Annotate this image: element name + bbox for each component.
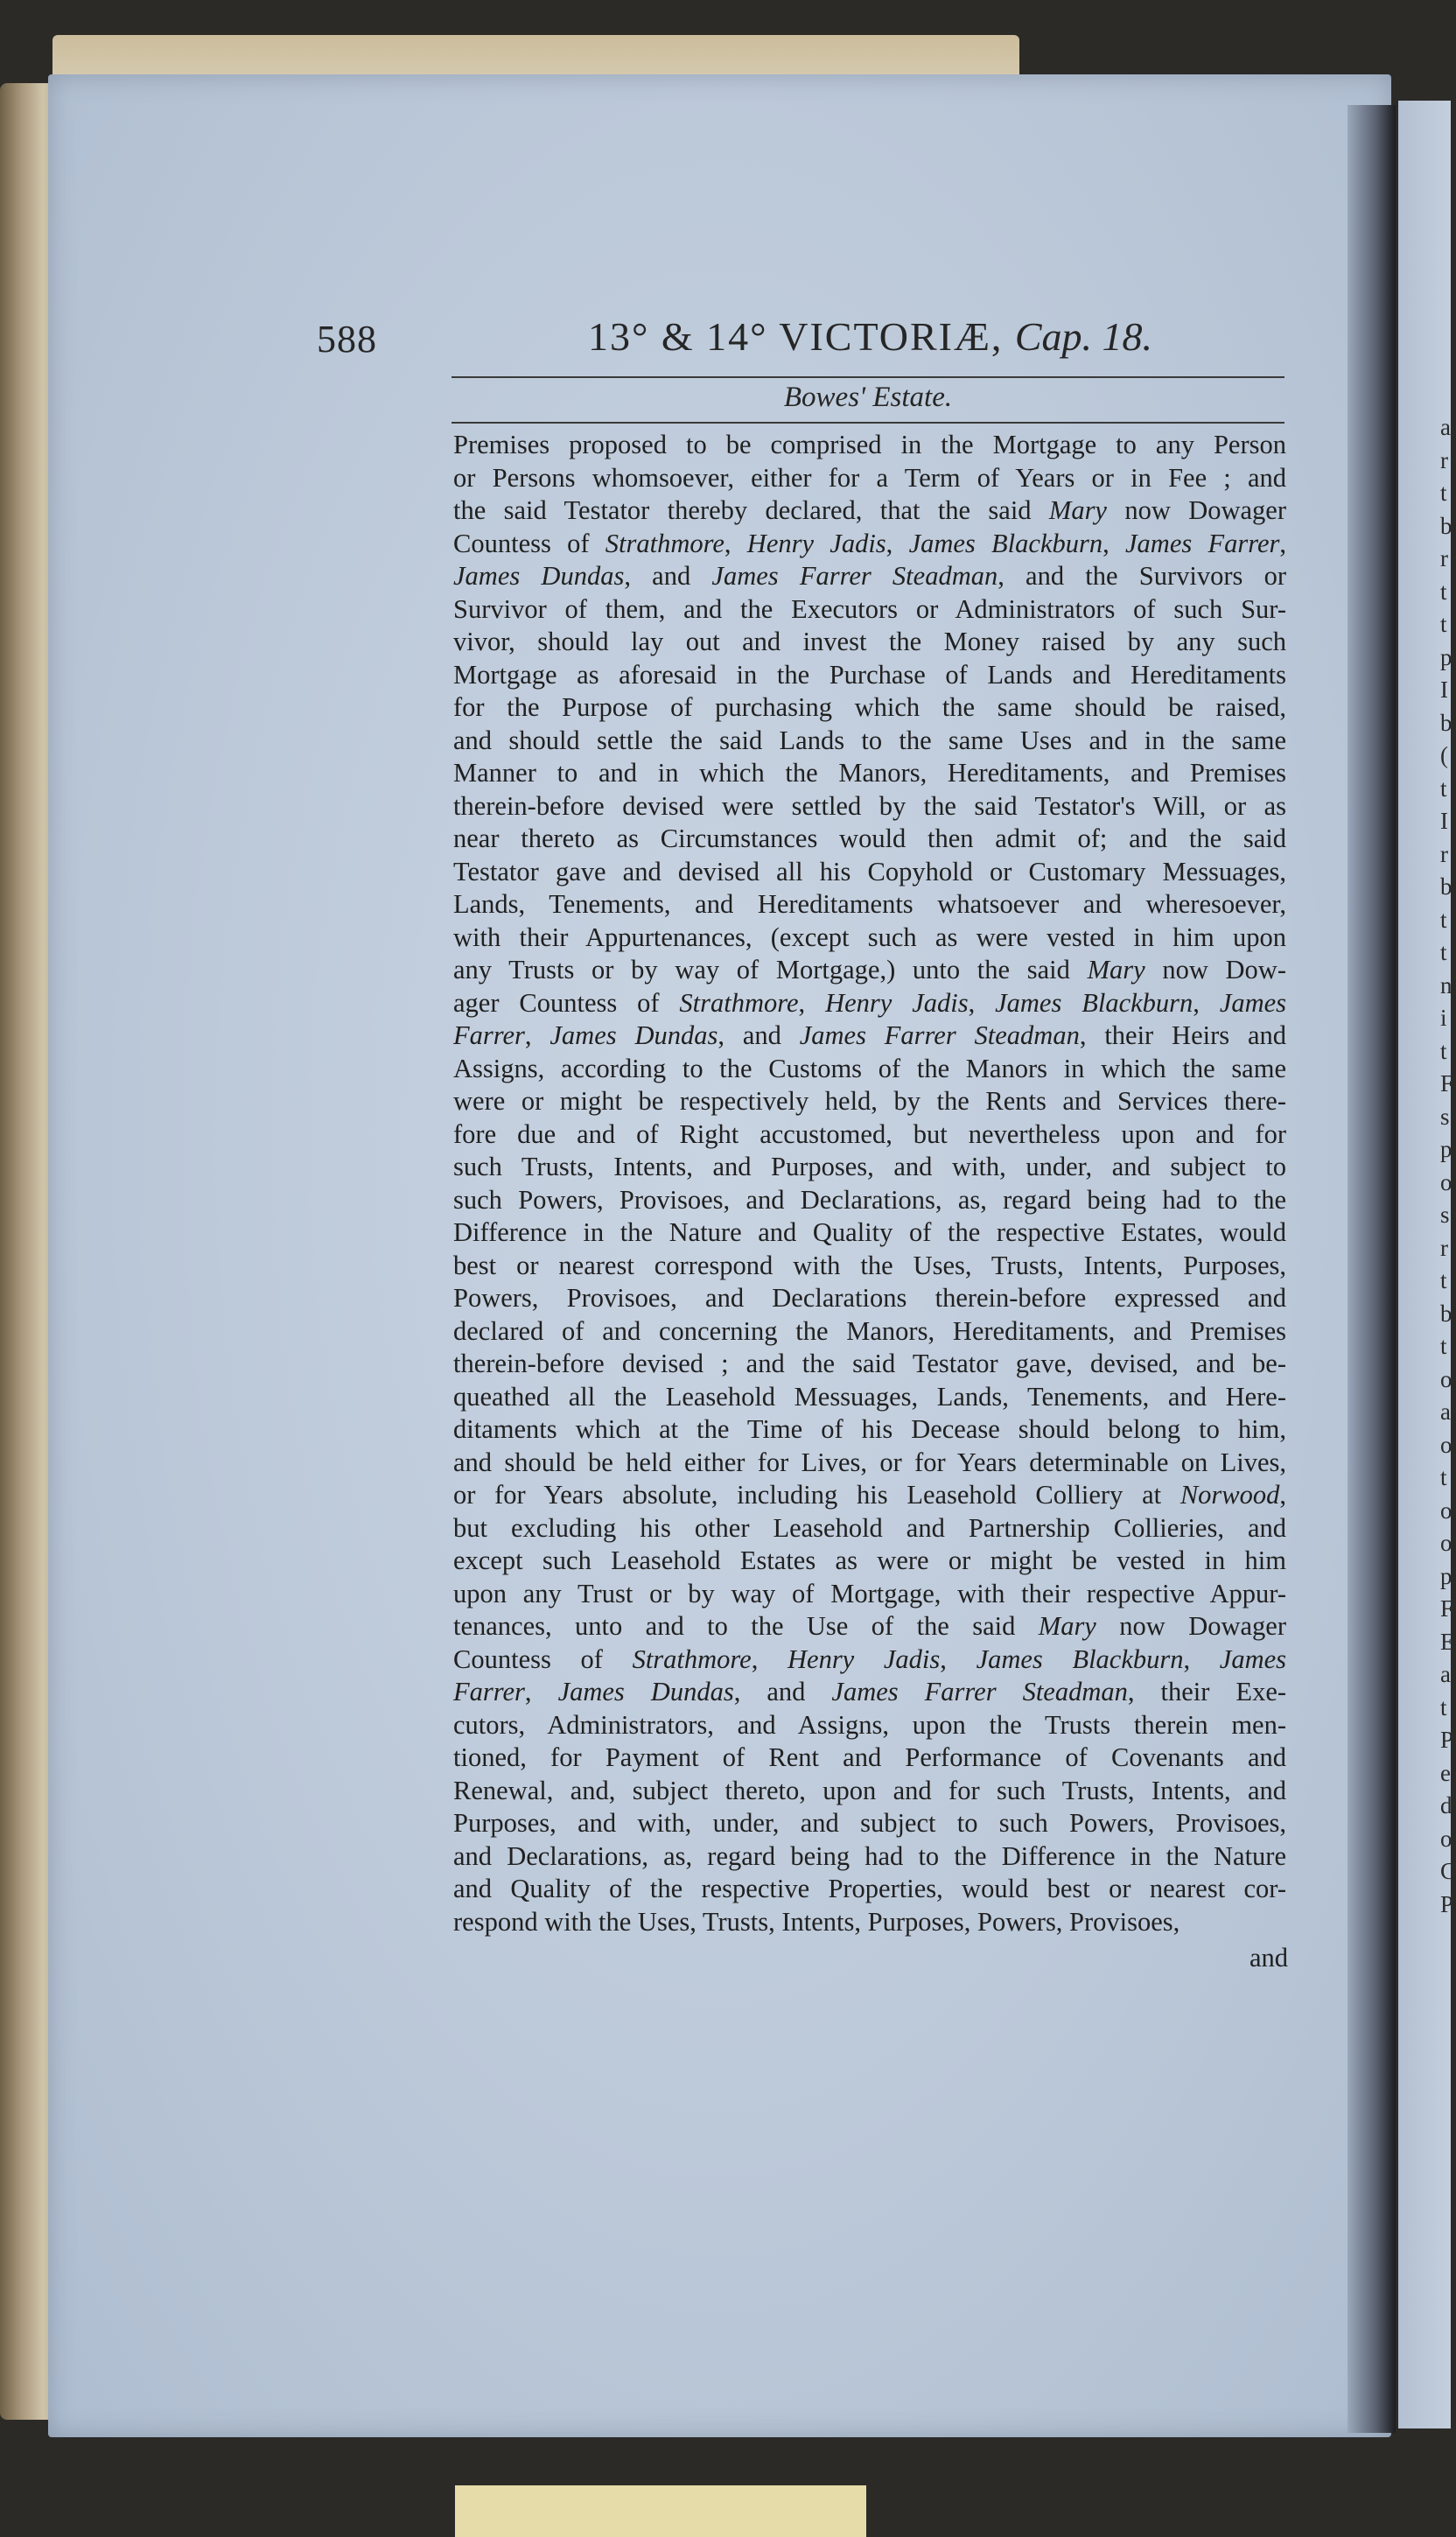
act-title: 13° & 14° VICTORIÆ, [588, 314, 1004, 359]
text-line: Difference in the Nature and Quality of the respective Estates, would [453, 1217, 1286, 1247]
text-line: ager Countess of Strathmore, Henry Jadis, James Blackburn, James [453, 987, 1287, 1018]
header-rule-top [452, 376, 1284, 378]
text-line: best or nearest correspond with the Uses, Trusts, Intents, Purposes, [453, 1250, 1286, 1280]
text-line: but excluding his other Leasehold and Partnership Collieries, and [453, 1512, 1286, 1543]
text-line: and Declarations, as, regard being had to the Difference in the Nature [453, 1840, 1286, 1871]
text-line: tioned, for Payment of Rent and Performance of Covenants and [453, 1742, 1286, 1772]
facing-letter: t [1440, 578, 1447, 605]
body-text [453, 429, 1286, 1938]
text-line: upon any Trust or by way of Mortgage, with their respective Appur- [453, 1578, 1286, 1608]
facing-letter: o [1440, 1168, 1452, 1195]
facing-letter: I [1440, 676, 1448, 703]
text-line: Assigns, according to the Customs of the Manors in which the same [453, 1053, 1286, 1083]
facing-letter: n [1440, 971, 1452, 999]
facing-letter: e [1440, 1759, 1451, 1786]
text-line: respond with the Uses, Trusts, Intents, Purposes, Powers, Provisoes, [453, 1906, 1180, 1937]
facing-letter: t [1440, 906, 1447, 933]
facing-letter: s [1440, 1103, 1450, 1130]
text-line: such Powers, Provisoes, and Declarations, as, regard being had to the [453, 1184, 1286, 1215]
text-line: such Trusts, Intents, and Purposes, and with, under, and subject to [453, 1152, 1286, 1181]
text-line: declared of and concerning the Manors, Hereditaments, and Premises [453, 1315, 1286, 1346]
text-line: ditaments which at the Time of his Decease should belong to him, [453, 1414, 1286, 1444]
facing-letter: I [1440, 808, 1448, 834]
facing-letter: C [1440, 1858, 1456, 1884]
text-line: for the Purpose of purchasing which the same should be raised, [453, 692, 1286, 722]
facing-letter: r [1440, 446, 1448, 473]
text-line: James Dundas, and James Farrer Steadman, and the Survivors or [453, 561, 1286, 591]
facing-letter: b [1440, 709, 1452, 736]
text-line: Manner to and in which the Manors, Hereditaments, and Premises [453, 758, 1286, 788]
text-line: near thereto as Circumstances would then admit of; and the said [453, 823, 1286, 853]
text-line: Renewal, and, subject thereto, upon and for such Trusts, Intents, and [453, 1775, 1286, 1805]
facing-letter: ( [1440, 742, 1448, 768]
text-line: with their Appurtenances, (except such as were vested in him upon [453, 922, 1286, 952]
facing-letter: p [1440, 643, 1452, 670]
facing-letter: o [1440, 1496, 1452, 1524]
text-line: Purposes, and with, under, and subject to such Powers, Provisoes, [453, 1808, 1286, 1838]
facing-letter: r [1440, 840, 1448, 867]
text-line: Countess of Strathmore, Henry Jadis, James Blackburn, James [453, 1643, 1287, 1674]
text-line: and Quality of the respective Properties, would best or nearest cor- [453, 1874, 1286, 1903]
facing-letter: r [1440, 1234, 1448, 1261]
catchword: and [1249, 1943, 1288, 1973]
facing-letter: F [1440, 1070, 1454, 1097]
text-line: and should settle the said Lands to the same Uses and in the same [453, 725, 1286, 755]
facing-letter: b [1440, 1300, 1452, 1327]
text-line: or for Years absolute, including his Leasehold Colliery at Norwood, [453, 1480, 1286, 1510]
text-line: Farrer, James Dundas, and James Farrer Steadman, their Exe- [453, 1677, 1287, 1707]
facing-letter: a [1440, 1398, 1451, 1425]
text-line: or Persons whomsoever, either for a Term of Years or in Fee ; and [453, 462, 1286, 493]
facing-letter: a [1440, 414, 1451, 440]
text-line: therein-before devised ; and the said Testator gave, devised, and be- [453, 1349, 1286, 1378]
facing-letter: P [1440, 1890, 1454, 1917]
running-head [588, 313, 1152, 360]
facing-letter: i [1440, 1005, 1447, 1031]
facing-letter: t [1440, 1693, 1447, 1721]
facing-letter: p [1440, 1562, 1452, 1589]
facing-letter: t [1440, 1037, 1447, 1064]
text-line: any Trusts or by way of Mortgage,) unto the said Mary now Dow- [453, 955, 1286, 985]
chapter-label: Cap. 18. [1014, 314, 1153, 359]
text-line: Powers, Provisoes, and Declarations therein-before expressed and [453, 1283, 1286, 1313]
facing-letter: o [1440, 1365, 1452, 1392]
facing-letter: p [1440, 1136, 1452, 1162]
facing-letter: F [1440, 1595, 1454, 1622]
text-line: vivor, should lay out and invest the Money raised by any such [453, 627, 1286, 656]
facing-letter: r [1440, 545, 1448, 571]
facing-letter: t [1440, 1267, 1447, 1293]
text-line: and should be held either for Lives, or for Years determinable on Lives, [453, 1447, 1286, 1477]
text-line: fore due and of Right accustomed, but nevertheless upon and for [453, 1118, 1286, 1149]
text-line: Mortgage as aforesaid in the Purchase of Lands and Hereditaments [453, 659, 1286, 690]
text-line: Lands, Tenements, and Hereditaments whatsoever and wheresoever, [453, 889, 1286, 919]
facing-letter: b [1440, 512, 1452, 539]
text-line: the said Testator thereby declared, that the said Mary now Dowager [453, 495, 1286, 525]
text-line: were or might be respectively held, by the Rents and Services there- [453, 1086, 1286, 1116]
text-line: Farrer, James Dundas, and James Farrer Steadman, their Heirs and [453, 1020, 1287, 1050]
facing-page-letters [1440, 411, 1454, 1921]
facing-letter: P [1440, 1727, 1454, 1753]
binding-gutter [1348, 105, 1396, 2433]
text-line: tenances, unto and to the Use of the said Mary now Dowager [453, 1611, 1286, 1641]
text-line: therein-before devised were settled by the said Testator's Will, or as [453, 790, 1286, 821]
page-number: 588 [317, 318, 377, 361]
facing-letter: t [1440, 480, 1447, 506]
facing-letter: o [1440, 1825, 1452, 1852]
header-rule-bottom [452, 422, 1284, 424]
facing-letter: d [1440, 1792, 1452, 1819]
section-title: Bowes' Estate. [783, 382, 953, 413]
facing-letter: t [1440, 611, 1447, 637]
facing-letter: o [1440, 1530, 1452, 1556]
text-line: cutors, Administrators, and Assigns, upon the Trusts therein men- [453, 1709, 1286, 1740]
facing-letter: t [1440, 939, 1447, 965]
facing-letter: b [1440, 873, 1452, 900]
facing-letter: o [1440, 1431, 1452, 1458]
text-line: Survivor of them, and the Executors or Administrators of such Sur- [453, 593, 1286, 624]
facing-letter: s [1440, 1202, 1450, 1228]
text-line: Testator gave and devised all his Copyhold or Customary Messuages, [453, 856, 1286, 887]
facing-letter: t [1440, 1333, 1447, 1359]
bookmark-tab [455, 2485, 866, 2537]
text-line: except such Leasehold Estates as were or might be vested in him [453, 1545, 1286, 1575]
facing-letter: t [1440, 1464, 1447, 1490]
text-line: queathed all the Leasehold Messuages, Lands, Tenements, and Here- [453, 1381, 1286, 1412]
facing-letter: E [1440, 1628, 1455, 1655]
facing-letter: a [1440, 1661, 1451, 1687]
text-line: Countess of Strathmore, Henry Jadis, James Blackburn, James Farrer, [453, 528, 1287, 558]
text-line: Premises proposed to be comprised in the Mortgage to any Person [453, 430, 1286, 459]
facing-letter: t [1440, 774, 1447, 802]
